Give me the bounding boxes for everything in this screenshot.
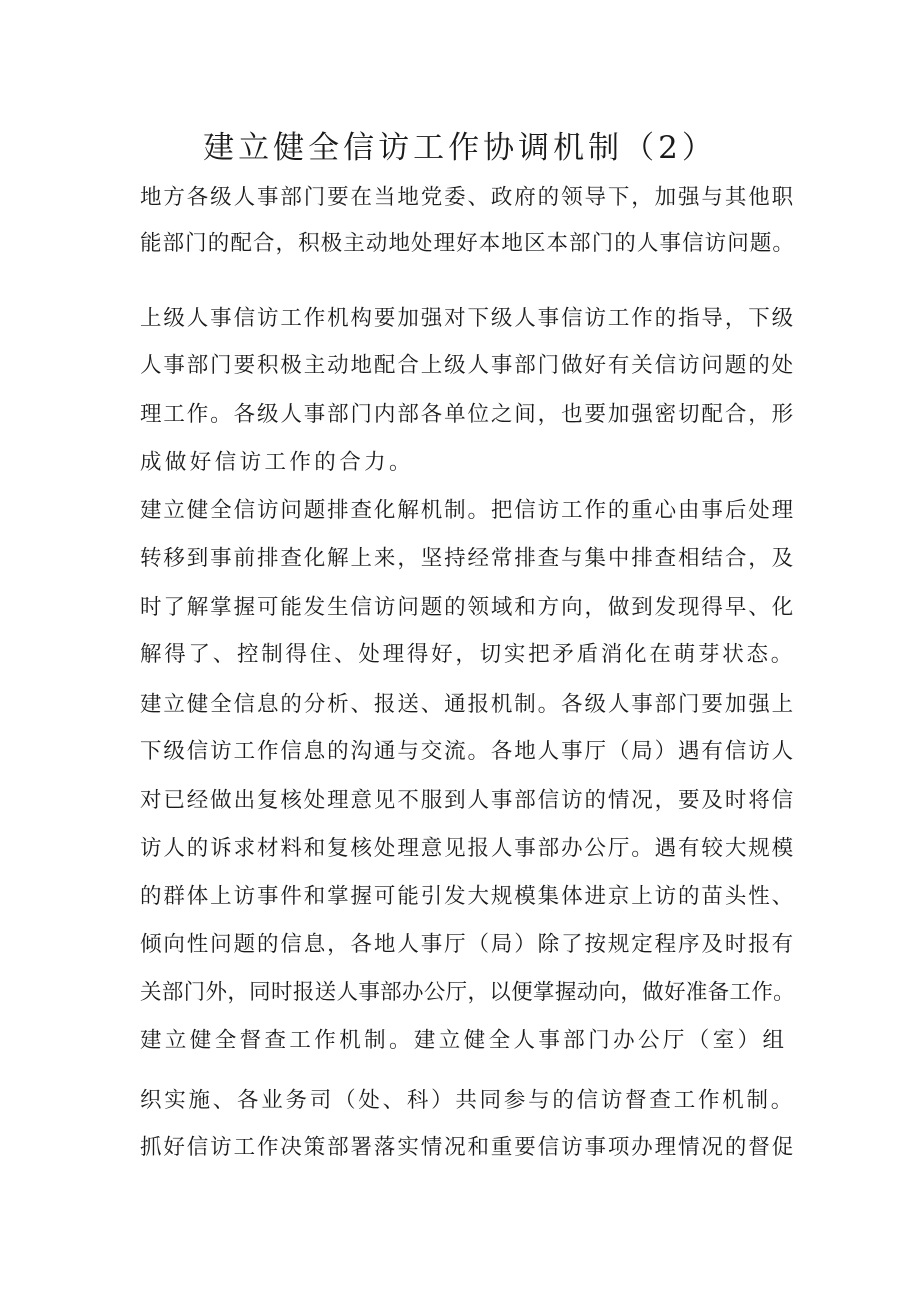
paragraph-line-19: 织实施、各业务司（处、科）共同参与的信访督查工作机制。 [140,1088,795,1113]
paragraph-line-17: 关部门外，同时报送人事部办公厅，以便掌握动向，做好准备工作。 [140,980,795,1005]
paragraph-line-16: 倾向性问题的信息，各地人事厅（局）除了按规定程序及时报有 [140,932,795,957]
paragraph-line-3: 上级人事信访工作机构要加强对下级人事信访工作的指导，下级 [140,306,795,331]
paragraph-line-15: 的群体上访事件和掌握可能引发大规模集体进京上访的苗头性、 [140,884,795,909]
paragraph-line-7: 建立健全信访问题排查化解机制。把信访工作的重心由事后处理 [140,498,795,523]
paragraph-line-4: 人事部门要积极主动地配合上级人事部门做好有关信访问题的处 [140,353,795,378]
paragraph-line-14: 访人的诉求材料和复核处理意见报人事部办公厅。遇有较大规模 [140,836,795,861]
paragraph-line-18: 建立健全督查工作机制。建立健全人事部门办公厅（室）组 [140,1028,788,1053]
paragraph-line-13: 对已经做出复核处理意见不服到人事部信访的情况，要及时将信 [140,788,795,813]
paragraph-line-12: 下级信访工作信息的沟通与交流。各地人事厅（局）遇有信访人 [140,739,795,764]
paragraph-line-5: 理工作。各级人事部门内部各单位之间，也要加强密切配合，形 [140,402,795,427]
paragraph-line-8: 转移到事前排查化解上来，坚持经常排查与集中排查相结合，及 [140,546,795,571]
document-title: 建立健全信访工作协调机制（2） [203,130,717,166]
paragraph-line-20: 抓好信访工作决策部署落实情况和重要信访事项办理情况的督促 [140,1135,795,1160]
paragraph-line-1: 地方各级人事部门要在当地党委、政府的领导下，加强与其他职 [140,185,795,210]
paragraph-line-11: 建立健全信息的分析、报送、通报机制。各级人事部门要加强上 [140,692,795,717]
paragraph-line-2: 能部门的配合，积极主动地处理好本地区本部门的人事信访问题。 [140,231,795,256]
paragraph-line-10: 解得了、控制得住、处理得好，切实把矛盾消化在萌芽状态。 [140,642,795,667]
paragraph-line-6: 成做好信访工作的合力。 [140,450,414,475]
paragraph-line-9: 时了解掌握可能发生信访问题的领域和方向，做到发现得早、化 [140,595,795,620]
